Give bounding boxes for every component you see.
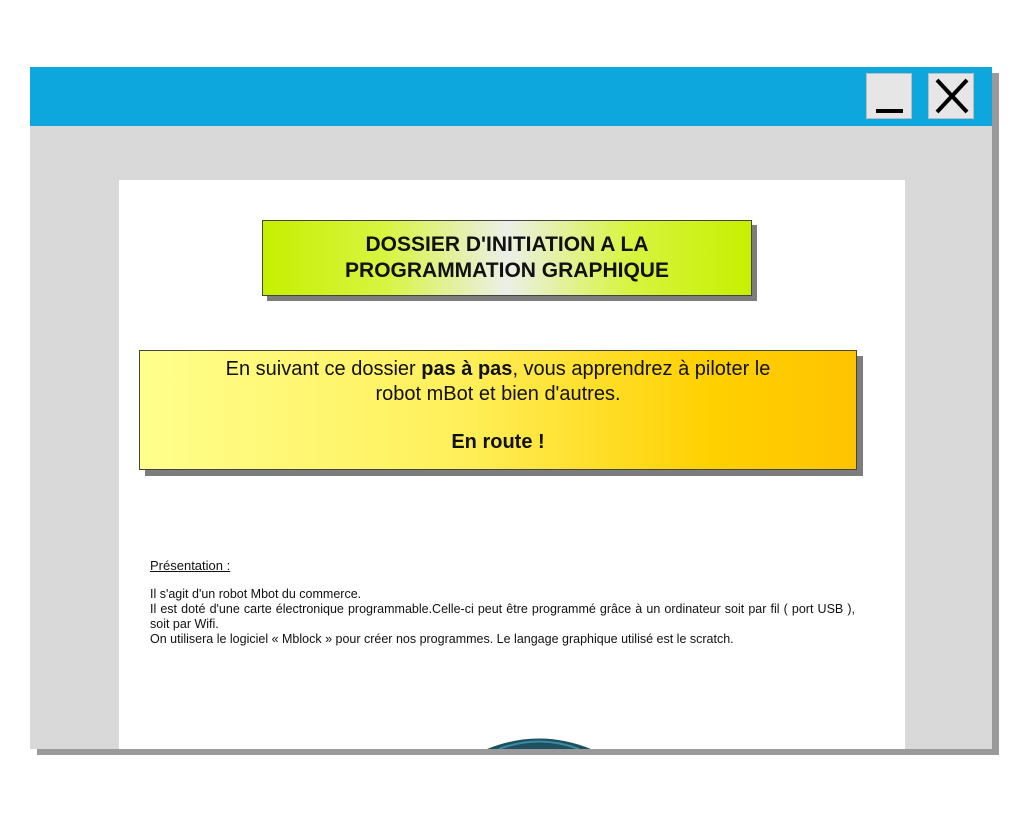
document-page <box>119 180 905 749</box>
intro-text-part2: , vous apprendrez à piloter le <box>512 358 771 380</box>
minimize-button[interactable] <box>866 73 912 119</box>
title-bar[interactable] <box>30 67 992 126</box>
presentation-paragraph-2: Il est doté d'une carte électronique programmable.Celle-ci peut être programmé grâce à un ordinateur soit par fil ( port USB ), soit par Wifi. <box>150 602 855 631</box>
robot-image-partial <box>119 180 905 749</box>
minimize-icon <box>867 74 913 120</box>
close-icon <box>929 74 975 120</box>
intro-text-bold: pas à pas <box>421 358 513 380</box>
presentation-paragraph-3: On utilisera le logiciel « Mblock » pour créer nos programmes. Le langage graphique utilisé est le scratch. <box>150 632 734 646</box>
close-button[interactable] <box>928 73 974 119</box>
document-title: DOSSIER D'INITIATION A LA PROGRAMMATION GRAPHIQUE <box>345 233 669 282</box>
intro-text-part1: En suivant ce dossier <box>225 358 422 380</box>
intro-line-2: robot mBot et bien d'autres. <box>375 383 621 405</box>
app-window <box>30 67 992 749</box>
presentation-paragraph-1: Il s'agit d'un robot Mbot du commerce. <box>150 587 362 601</box>
intro-call-to-action: En route ! <box>451 431 545 453</box>
section-heading-presentation: Présentation : <box>150 558 231 573</box>
